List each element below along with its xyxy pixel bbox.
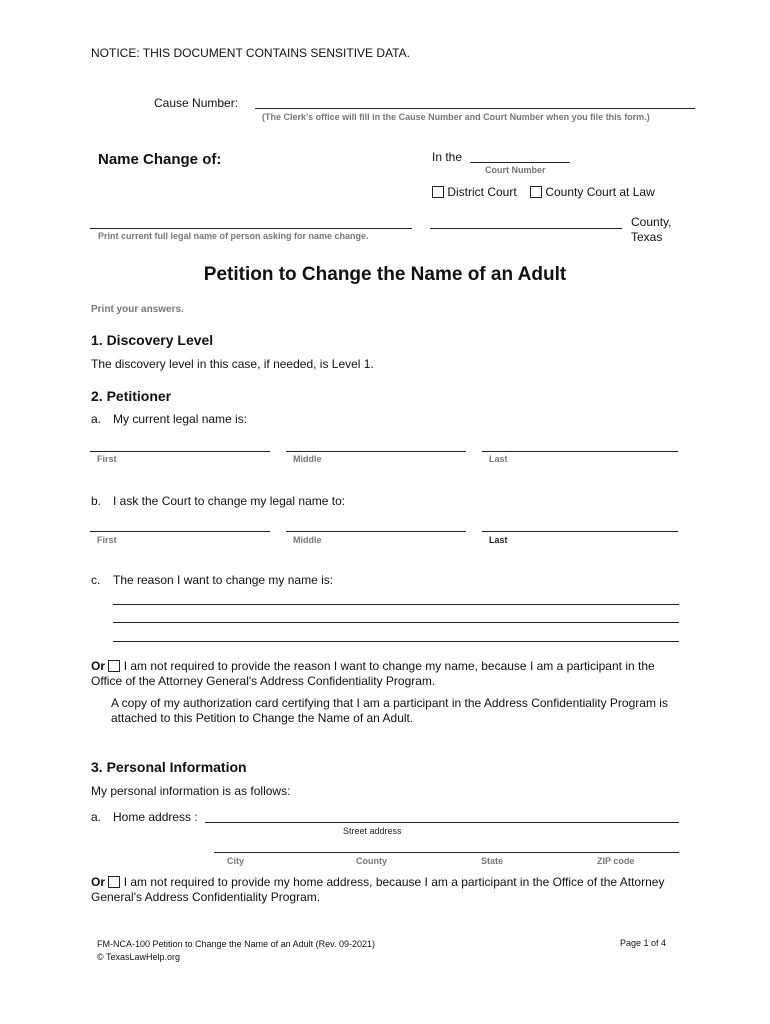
home-address-label: Home address : — [113, 810, 198, 824]
district-court-option[interactable] — [432, 185, 517, 199]
copyright: © TexasLawHelp.org — [97, 952, 181, 962]
discovery-level-text: The discovery level in this case, if needed, is Level 1. — [91, 357, 374, 371]
print-answers-note: Print your answers. — [91, 304, 184, 315]
city-county-state-zip-field[interactable] — [214, 852, 679, 853]
section-petitioner-heading: 2. Petitioner — [91, 388, 172, 404]
personal-info-intro: My personal information is as follows: — [91, 784, 291, 798]
county-court-option[interactable] — [530, 185, 655, 199]
reason-exempt-checkbox[interactable] — [108, 660, 120, 672]
current-name-prompt: My current legal name is: — [113, 412, 248, 426]
current-first-caption: First — [97, 454, 117, 464]
reason-line-1[interactable] — [113, 604, 679, 605]
county-texas-label: County, Texas — [631, 215, 672, 244]
item-b-label: b. — [91, 494, 102, 508]
in-the-label: In the — [432, 150, 463, 164]
footer-left — [97, 938, 375, 964]
address-exempt-checkbox[interactable] — [108, 876, 120, 888]
page-number: Page 1 of 4 — [620, 938, 667, 948]
new-middle-caption: Middle — [293, 535, 322, 545]
zip-caption: ZIP code — [597, 856, 635, 866]
section-personal-info-heading: 3. Personal Information — [91, 759, 247, 775]
current-middle-caption: Middle — [293, 454, 322, 464]
current-last-name-field[interactable] — [482, 451, 678, 452]
current-last-caption: Last — [489, 454, 508, 464]
current-first-name-field[interactable] — [90, 451, 270, 452]
page-title: Petition to Change the Name of an Adult — [203, 264, 567, 285]
district-court-checkbox[interactable] — [432, 186, 444, 198]
item-c-label: c. — [91, 573, 101, 587]
reason-exempt-text: I am not required to provide the reason I want to change my name, because I am a participant in the Office of the Attorney General's Address Confidentiality Program. — [91, 659, 655, 688]
district-court-label: District Court — [447, 185, 517, 199]
section-discovery-level-heading: 1. Discovery Level — [91, 332, 214, 348]
new-last-name-field[interactable] — [482, 531, 678, 532]
new-name-prompt: I ask the Court to change my legal name to: — [113, 494, 346, 508]
cause-number-field[interactable] — [255, 108, 695, 109]
reason-exempt-option[interactable] — [91, 659, 686, 689]
county-caption: County — [356, 856, 387, 866]
reason-prompt: The reason I want to change my name is: — [113, 573, 334, 587]
item-a-label-3: a. — [91, 810, 102, 824]
new-first-caption: First — [97, 535, 117, 545]
item-a-label: a. — [91, 412, 102, 426]
reason-line-2[interactable] — [113, 622, 679, 623]
reason-line-3[interactable] — [113, 641, 679, 642]
city-caption: City — [227, 856, 245, 866]
county-field[interactable] — [430, 228, 622, 229]
county-court-checkbox[interactable] — [530, 186, 542, 198]
court-number-field[interactable] — [470, 162, 570, 163]
new-first-name-field[interactable] — [90, 531, 270, 532]
form-id: FM-NCA-100 Petition to Change the Name of an Adult (Rev. 09-2021) — [97, 939, 375, 949]
address-exempt-text: I am not required to provide my home address, because I am a participant in the Office of the Attorney General's Address Confidentiality Program. — [91, 875, 665, 904]
new-middle-name-field[interactable] — [286, 531, 466, 532]
county-court-label: County Court at Law — [545, 185, 655, 199]
or-label: Or — [91, 659, 106, 673]
sensitive-data-notice: NOTICE: THIS DOCUMENT CONTAINS SENSITIVE DATA. — [91, 46, 410, 60]
cause-number-label: Cause Number: — [154, 96, 239, 110]
cause-number-hint: (The Clerk's office will fill in the Cause Number and Court Number when you file this form.) — [262, 112, 650, 122]
or-label-3: Or — [91, 875, 106, 889]
street-address-caption: Street address — [343, 826, 402, 836]
petitioner-name-field[interactable] — [90, 228, 412, 229]
court-number-caption: Court Number — [485, 165, 546, 175]
name-change-of-label: Name Change of: — [98, 151, 222, 168]
address-exempt-option[interactable] — [91, 875, 686, 905]
petitioner-name-caption: Print current full legal name of person asking for name change. — [98, 231, 369, 241]
acp-copy-text: A copy of my authorization card certifying that I am a participant in the Address Confidentiality Program is attached to this Petition to Change the Name of an Adult. — [111, 696, 668, 725]
state-caption: State — [481, 856, 504, 866]
street-address-field[interactable] — [205, 822, 679, 823]
new-last-caption: Last — [489, 535, 508, 545]
current-middle-name-field[interactable] — [286, 451, 466, 452]
